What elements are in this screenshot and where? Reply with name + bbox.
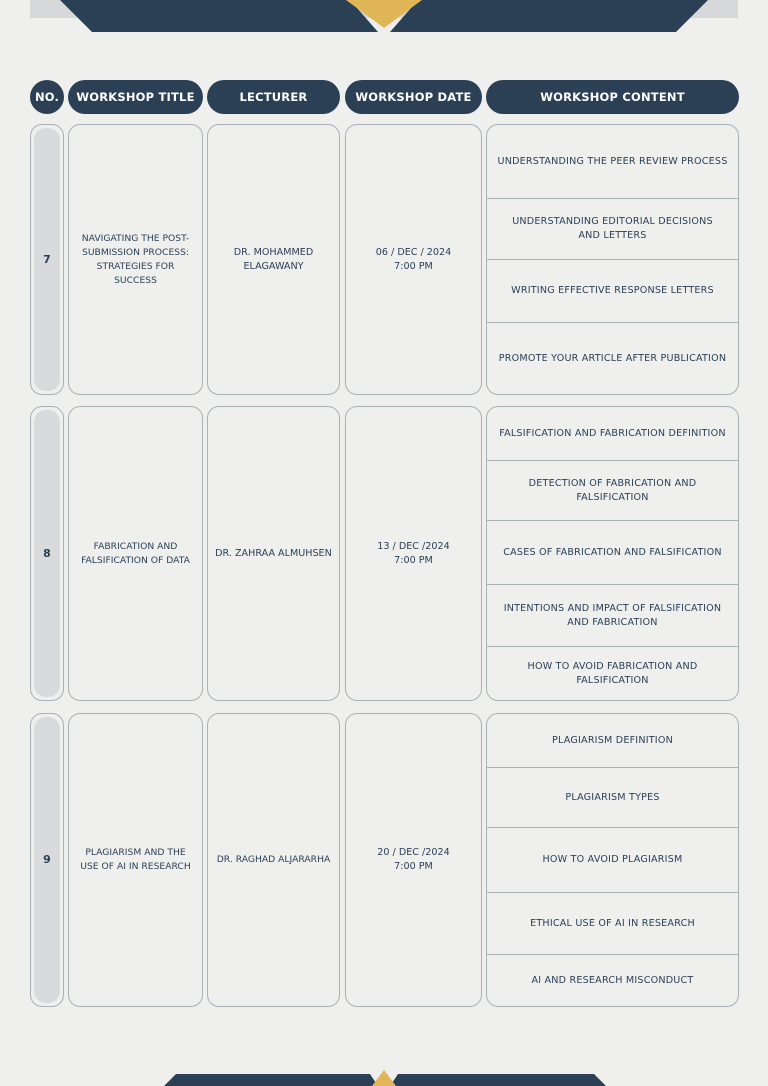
row-number: 9 <box>34 717 60 1003</box>
header-workshop-title: WORKSHOP TITLE <box>68 80 203 114</box>
row-7-title <box>68 124 203 395</box>
content-item: HOW TO AVOID PLAGIARISM <box>487 828 738 893</box>
lecturer-name: DR. ZAHRAA ALMUHSEN <box>215 547 332 559</box>
header-workshop-date: WORKSHOP DATE <box>345 80 482 114</box>
lecturer-name: DR. MOHAMMED ELAGAWANY <box>233 246 314 272</box>
content-item: FALSIFICATION AND FABRICATION DEFINITION <box>487 407 738 461</box>
lecturer-name: DR. RAGHAD ALJARARHA <box>216 854 331 865</box>
bottom-banner-decoration <box>0 1066 768 1086</box>
workshop-title: PLAGIARISM AND THE USE OF AI IN RESEARCH <box>80 847 191 872</box>
row-7-content-list <box>486 124 739 395</box>
top-banner-decoration <box>0 0 768 40</box>
header-lecturer: LECTURER <box>207 80 340 114</box>
row-9-title <box>68 713 203 1007</box>
workshop-title: FABRICATION AND FALSIFICATION OF DATA <box>81 540 190 566</box>
content-item: DETECTION OF FABRICATION AND FALSIFICATION <box>487 461 738 521</box>
row-8-title <box>68 406 203 701</box>
row-8-lecturer <box>207 406 340 701</box>
top-left-navy-shape <box>60 0 378 32</box>
bottom-gold-diamond <box>372 1070 396 1086</box>
row-7-number-cell <box>30 124 64 395</box>
row-8-content-list <box>486 406 739 701</box>
content-item: PLAGIARISM TYPES <box>487 768 738 828</box>
bottom-left-navy-shape <box>164 1074 378 1086</box>
content-item: UNDERSTANDING THE PEER REVIEW PROCESS <box>487 125 738 199</box>
row-9-number-cell <box>30 713 64 1007</box>
workshop-date: 13 / DEC /2024 <box>377 540 450 552</box>
top-right-navy-shape <box>390 0 708 32</box>
content-item: PLAGIARISM DEFINITION <box>487 714 738 768</box>
row-9-content-list <box>486 713 739 1007</box>
row-8-date <box>345 406 482 701</box>
row-7-date <box>345 124 482 395</box>
content-item: AI AND RESEARCH MISCONDUCT <box>531 974 694 986</box>
workshop-time: 7:00 PM <box>394 260 433 272</box>
content-item: ETHICAL USE OF AI IN RESEARCH <box>487 893 738 955</box>
header-workshop-content: WORKSHOP CONTENT <box>486 80 739 114</box>
content-item: PROMOTE YOUR ARTICLE AFTER PUBLICATION <box>498 352 727 364</box>
row-8-number-cell <box>30 406 64 701</box>
workshop-title: NAVIGATING THE POST-SUBMISSION PROCESS: STRATEGIES FOR SUCCESS <box>81 232 190 286</box>
workshop-date: 06 / DEC / 2024 <box>375 246 452 258</box>
row-number: 7 <box>34 128 60 391</box>
content-item: INTENTIONS AND IMPACT OF FALSIFICATION AND FABRICATION <box>487 585 738 647</box>
header-no: NO. <box>30 80 64 114</box>
row-number: 8 <box>34 410 60 697</box>
row-7-lecturer <box>207 124 340 395</box>
workshop-time: 7:00 PM <box>394 554 433 566</box>
bottom-right-navy-shape <box>390 1074 606 1086</box>
row-9-lecturer <box>207 713 340 1007</box>
content-item: WRITING EFFECTIVE RESPONSE LETTERS <box>487 260 738 323</box>
content-item: UNDERSTANDING EDITORIAL DECISIONS AND LETTERS <box>487 199 738 260</box>
row-9-date <box>345 713 482 1007</box>
workshop-date: 20 / DEC /2024 <box>377 847 450 858</box>
content-item: CASES OF FABRICATION AND FALSIFICATION <box>487 521 738 585</box>
content-item: HOW TO AVOID FABRICATION AND FALSIFICATION <box>527 660 698 686</box>
workshop-time: 7:00 PM <box>394 861 433 872</box>
